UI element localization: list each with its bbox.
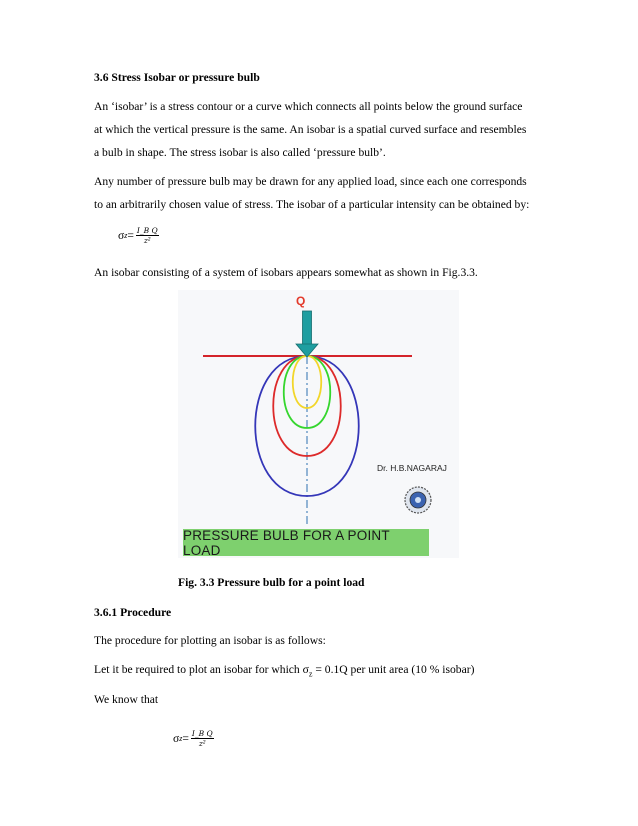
procedure-line-2-post: = 0.1Q per unit area (10 % isobar): [312, 663, 475, 676]
formula-stress-1: [118, 226, 159, 245]
figure-caption: Fig. 3.3 Pressure bulb for a point load: [178, 576, 365, 589]
procedure-line-2: [94, 663, 474, 681]
figure-banner-text: PRESSURE BULB FOR A POINT LOAD: [183, 527, 390, 558]
formula2-fraction: [191, 729, 214, 748]
formula2-denominator: z²: [198, 739, 206, 748]
formula2-lhs: σ: [173, 732, 180, 745]
figure-banner: [183, 529, 429, 556]
paragraph-2-line-2: to an arbitrarily chosen value of stress. The isobar of a particular intensity can be obtained by:: [94, 198, 530, 211]
paragraph-2-line-1: Any number of pressure bulb may be drawn for any applied load, since each one corresponds: [94, 175, 527, 188]
paragraph-1-line-2: at which the vertical pressure is the same. An isobar is a spatial curved surface and resembles: [94, 123, 527, 136]
procedure-line-3: We know that: [94, 693, 159, 706]
formula2-sub: z: [179, 734, 183, 743]
formula-denominator: z²: [143, 236, 151, 245]
emblem-logo-icon: [405, 487, 431, 513]
pressure-bulb-diagram: [178, 290, 459, 558]
subsection-heading: 3.6.1 Procedure: [94, 606, 172, 619]
formula2-numerator: I_B Q: [191, 729, 213, 738]
formula-stress-2: [173, 729, 214, 748]
procedure-line-2-pre: Let it be required to plot an isobar for which σ: [94, 663, 309, 676]
formula-sub: z: [124, 231, 128, 240]
formula-numerator: I_B Q: [136, 226, 158, 235]
formula-fraction: [136, 226, 159, 245]
load-label: Q: [296, 294, 306, 308]
figure-credit: Dr. H.B.NAGARAJ: [377, 463, 447, 473]
procedure-line-1: The procedure for plotting an isobar is as follows:: [94, 634, 326, 647]
formula2-eq: =: [182, 732, 189, 745]
pressure-bulb-figure: [178, 290, 459, 558]
section-heading: 3.6 Stress Isobar or pressure bulb: [94, 71, 260, 84]
formula-eq: =: [127, 229, 134, 242]
procedure-line-2-sub: z: [308, 669, 313, 679]
paragraph-1-line-1: An ‘isobar’ is a stress contour or a curve which connects all points below the ground surface: [94, 100, 523, 113]
load-arrow-icon: [296, 311, 318, 357]
paragraph-3: An isobar consisting of a system of isobars appears somewhat as shown in Fig.3.3.: [94, 266, 478, 279]
formula-lhs: σ: [118, 229, 125, 242]
paragraph-1-line-3: a bulb in shape. The stress isobar is also called ‘pressure bulb’.: [94, 146, 386, 159]
